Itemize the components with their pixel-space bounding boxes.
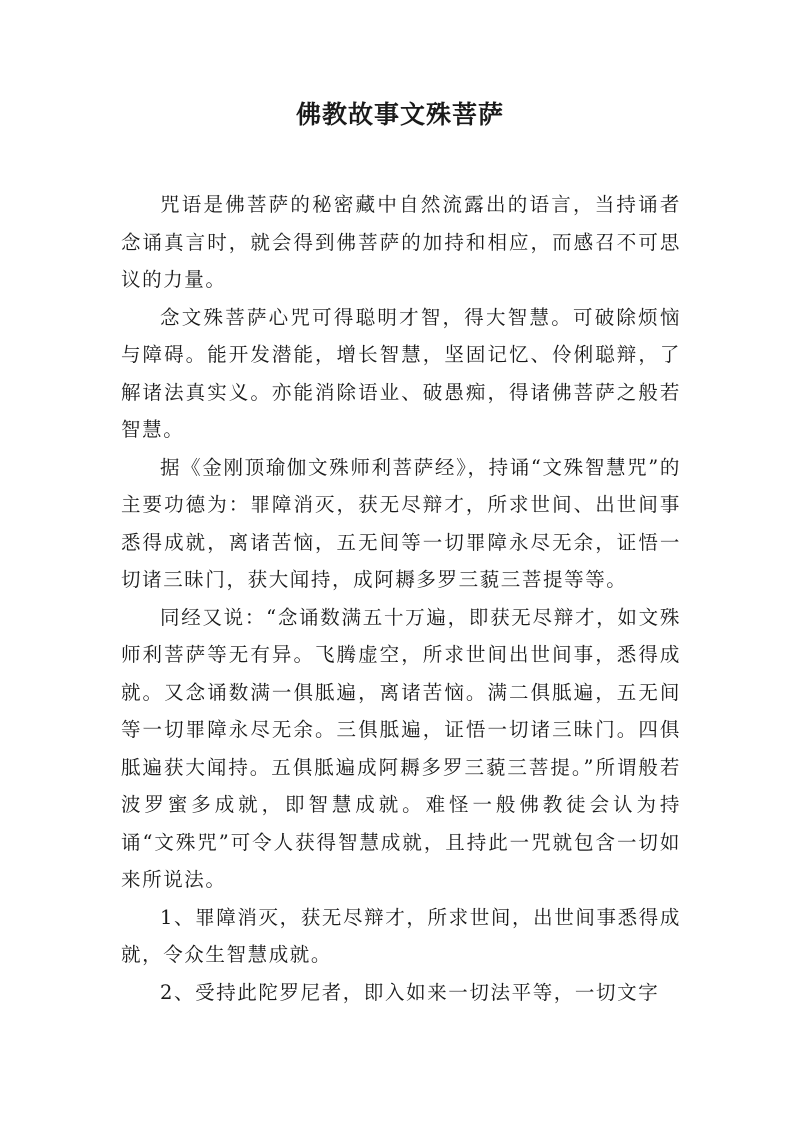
paragraph-3: 据《金刚顶瑜伽文殊师利菩萨经》，持诵“文殊智慧咒”的主要功德为：罪障消灭，获无尽辩才，所求世间、出世间事悉得成就，离诸苦恼，五无间等一切罪障永尽无余，证悟一切诸三昧门，获大闻持，成阿耨多罗三藐三菩提等等。 [121,455,681,591]
paragraph-6: 2、受持此陀罗尼者，即入如来一切法平等，一切文字 [160,980,660,1004]
paragraph-2: 念文殊菩萨心咒可得聪明才智，得大智慧。可破除烦恼与障碍。能开发潜能，增长智慧，坚固记忆、伶俐聪辩，了解诸法真实义。亦能消除语业、破愚痴，得诸佛菩萨之般若智慧。 [121,305,681,441]
paragraph-1: 咒语是佛菩萨的秘密藏中自然流露出的语言，当持诵者念诵真言时，就会得到佛菩萨的加持和相应，而感召不可思议的力量。 [121,193,681,291]
paragraph-4: 同经又说：“念诵数满五十万遍，即获无尽辩才，如文殊师利菩萨等无有异。飞腾虚空，所求世间出世间事，悉得成就。又念诵数满一俱胝遍，离诸苦恼。满二俱胝遍，五无间等一切罪障永尽无余。三俱胝遍，证悟一切诸三昧门。四俱胝遍获大闻持。五俱胝遍成阿耨多罗三藐三菩提。”所谓般若波罗蜜多成就，即智慧成就。难怪一般佛教徒会认为持诵“文殊咒”可令人获得智慧成就，且持此一咒就包含一切如来所说法。 [121,605,681,891]
page-title: 佛教故事文殊菩萨 [295,100,504,129]
paragraph-5: 1、罪障消灭，获无尽辩才，所求世间，出世间事悉得成就，令众生智慧成就。 [121,905,681,966]
document-body [121,186,681,1011]
